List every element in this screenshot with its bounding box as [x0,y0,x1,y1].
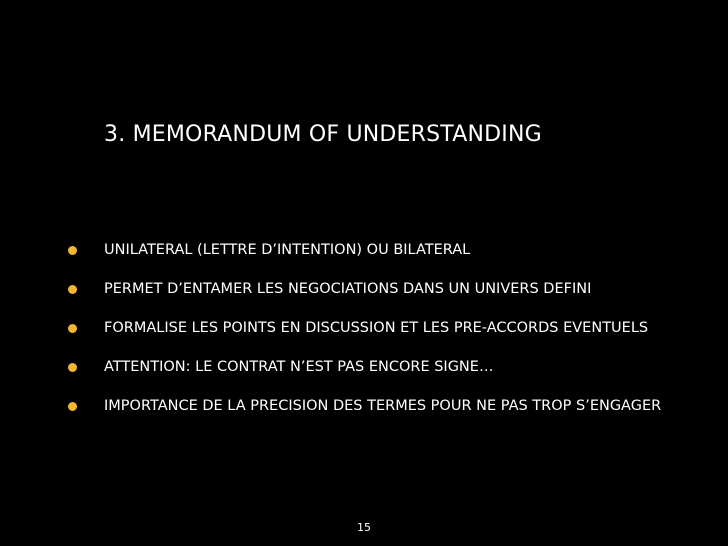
bullet-item [68,279,678,300]
bullet-dot-icon [68,402,77,411]
bullet-list [68,240,678,435]
bullet-dot-icon [68,363,77,372]
bullet-item [68,240,678,261]
bullet-dot-icon [68,285,77,294]
bullet-text: ATTENTION: LE CONTRAT N’EST PAS ENCORE SIGNE… [104,359,494,375]
bullet-dot-icon [68,246,77,255]
bullet-item [68,357,678,378]
bullet-text: FORMALISE LES POINTS EN DISCUSSION ET LES PRE-ACCORDS EVENTUELS [104,320,649,336]
bullet-text: UNILATERAL (LETTRE D’INTENTION) OU BILATERAL [104,242,471,258]
bullet-item [68,318,678,339]
bullet-dot-icon [68,324,77,333]
bullet-text: PERMET D’ENTAMER LES NEGOCIATIONS DANS UN UNIVERS DEFINI [104,281,592,297]
page-number: 15 [357,521,371,534]
slide-title: 3. MEMORANDUM OF UNDERSTANDING [104,122,542,147]
bullet-text: IMPORTANCE DE LA PRECISION DES TERMES POUR NE PAS TROP S’ENGAGER [104,398,662,414]
bullet-item [68,396,678,417]
